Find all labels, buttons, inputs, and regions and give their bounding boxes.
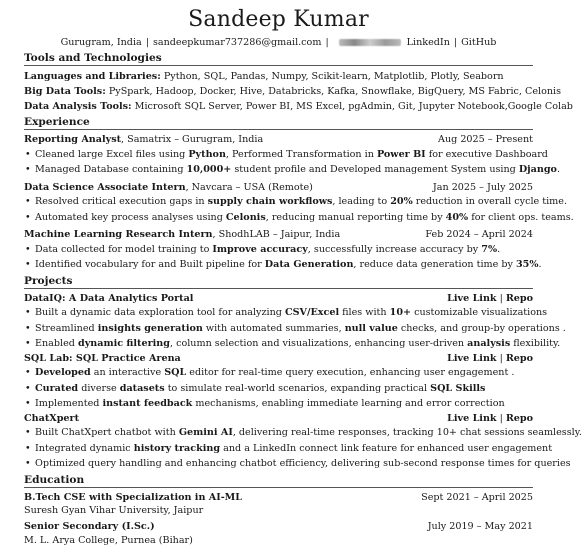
skills-section (24, 51, 573, 114)
bullet-text: Identified vocabulary for and Built pipeline for (35, 259, 265, 270)
project-header (24, 292, 533, 306)
bullet-list (24, 194, 574, 225)
highlight-text: 7% (481, 243, 498, 255)
bullet-list (24, 365, 533, 412)
bullet-text: editor for real-time query execution, enhancing user engagement . (186, 367, 515, 378)
linkedin-link[interactable]: LinkedIn (406, 37, 450, 48)
bullet-text: Automated key process analyses using (35, 211, 226, 223)
highlight-text: analysis (467, 338, 511, 349)
bullet-text: , Performed Transformation in (225, 148, 377, 160)
bullet-item (24, 456, 571, 472)
skill-line (24, 99, 573, 114)
bullet-text: , reducing manual reporting time by (265, 211, 446, 223)
bullet-text: an interactive (90, 367, 165, 378)
bullet-item (24, 425, 582, 441)
highlight-text: Gemini AI (178, 427, 233, 438)
separator: | (499, 292, 503, 304)
highlight-text: Data Generation (264, 259, 354, 270)
bullet-text: Built a dynamic data exploration tool for analyzing (35, 307, 285, 318)
live-link[interactable]: Live Link (447, 292, 497, 304)
education-header (24, 520, 533, 534)
job-role: Reporting Analyst (24, 134, 122, 145)
skill-line (24, 84, 562, 99)
job-date: Jan 2025 – July 2025 (432, 181, 533, 193)
education-header (24, 491, 533, 505)
highlight-text: insights generation (97, 322, 203, 334)
highlight-text: 10+ (389, 307, 412, 318)
bullet-item (24, 194, 567, 210)
bullet-text: Integrated dynamic (35, 442, 134, 454)
job-role: Data Science Associate Intern (24, 181, 186, 193)
bullet-text: files with (339, 307, 390, 318)
job-role: Machine Learning Research Intern (24, 229, 213, 240)
bullet-text: student profile and Developed management System using (231, 164, 519, 175)
school-name: M. L. Arya College, Purnea (Bihar) (24, 534, 193, 546)
github-link[interactable]: GitHub (461, 37, 497, 48)
highlight-text: 20% (390, 196, 413, 207)
bullet-text: diverse (78, 382, 120, 394)
school-name: Suresh Gyan Vihar University, Jaipur (24, 505, 204, 516)
highlight-text: SQL (164, 367, 187, 378)
live-link[interactable]: Live Link (447, 412, 497, 424)
skills-list (24, 69, 573, 114)
bullet-text: . (556, 164, 561, 175)
bullet-item (24, 147, 548, 163)
bullet-item (24, 381, 533, 397)
highlight-text: Python (188, 148, 226, 160)
job-header (24, 181, 533, 195)
project-header (24, 352, 533, 366)
bullet-list (24, 425, 582, 472)
highlight-text: CSV/Excel (284, 307, 340, 318)
highlight-text: null value (344, 322, 398, 334)
degree-name: B.Tech CSE with Specialization in AI-ML (24, 491, 243, 503)
bullet-item (24, 396, 533, 412)
separator: | (499, 352, 503, 364)
projects-list (24, 292, 582, 472)
bullet-text: Data collected for model training to (35, 243, 213, 255)
bullet-text: Built ChatXpert chatbot with (35, 427, 179, 438)
section-title: Education (24, 473, 533, 488)
bullet-text: and a LinkedIn connect link feature for enhanced user engagement (220, 442, 553, 454)
project-links (447, 352, 533, 366)
skill-value: PySpark, Hadoop, Docker, Hive, Databricks, Kafka, Snowflake, BigQuery, MS Fabric, Celonis (108, 86, 562, 97)
bullet-item (24, 242, 533, 258)
experience-list (24, 133, 574, 273)
highlight-text: SQL Skills (430, 382, 486, 394)
separator: | (499, 412, 503, 424)
job-date: Feb 2024 – April 2024 (425, 229, 533, 240)
job-title (24, 228, 340, 242)
bullet-text: , leading to (332, 196, 391, 207)
highlight-text: 10,000+ (186, 164, 232, 175)
highlight-text: dynamic filtering (77, 338, 170, 349)
bullet-item (24, 305, 548, 321)
bullet-text: , column selection and visualizations, enhancing user-driven (169, 338, 468, 349)
bullet-text: , delivering real-time responses, tracking 10+ chat sessions seamlessly. (232, 427, 582, 438)
bullet-text: checks, and group-by operations . (397, 322, 566, 334)
repo-link[interactable]: Repo (505, 412, 533, 424)
highlight-text: 35% (515, 259, 539, 270)
education-date: July 2019 – May 2021 (427, 521, 533, 532)
skill-line (24, 69, 533, 84)
live-link[interactable]: Live Link (447, 352, 497, 364)
job-org: , Samatrix – Gurugram, India (121, 134, 264, 145)
repo-link[interactable]: Repo (505, 292, 533, 304)
degree-name: Senior Secondary (I.Sc.) (24, 521, 155, 532)
bullet-item (24, 210, 574, 226)
separator: | (453, 37, 458, 48)
contact-line (24, 36, 533, 50)
skill-value: Python, SQL, Pandas, Numpy, Scikit-learn, Matplotlib, Plotly, Seaborn (163, 71, 504, 82)
bullet-text: , reduce data generation time by (353, 259, 516, 270)
bullet-text: Cleaned large Excel files using (35, 148, 189, 160)
highlight-text: 40% (445, 211, 469, 223)
project-name: DataIQ: A Data Analytics Portal (24, 292, 194, 304)
highlight-text: instant feedback (102, 398, 193, 409)
bullet-text: , successfully increase accuracy by (307, 243, 482, 255)
separator: | (145, 37, 149, 48)
bullet-text: for client ops. teams. (468, 211, 574, 223)
bullet-item (24, 321, 566, 337)
project-links (447, 412, 533, 426)
project-links (447, 292, 533, 306)
skill-label: Languages and Libraries: (24, 71, 161, 82)
project-name: ChatXpert (24, 412, 80, 424)
bullet-text: Resolved critical execution gaps in (35, 196, 208, 207)
bullet-item (24, 257, 542, 273)
bullet-list (24, 242, 542, 273)
highlight-text: Improve accuracy (212, 243, 308, 255)
candidate-name: Sandeep Kumar (188, 7, 369, 32)
job-title (24, 181, 313, 195)
highlight-text: Power BI (376, 148, 426, 160)
skill-label: Data Analysis Tools: (24, 101, 132, 112)
section-title: Experience (24, 115, 533, 130)
job-title (24, 133, 263, 147)
bullet-text: mechanisms, enabling immediate learning and error correction (192, 398, 505, 409)
bullet-item (24, 441, 553, 457)
skill-value: Microsoft SQL Server, Power BI, MS Excel, pgAdmin, Git, Jupyter Notebook,Google Colab (134, 101, 573, 112)
bullet-text: for executive Dashboard (425, 148, 548, 160)
highlight-text: Curated (35, 382, 79, 394)
job-org: , Navcara – USA (Remote) (185, 181, 313, 193)
experience-section (24, 115, 574, 273)
bullet-text: Managed Database containing (35, 164, 187, 175)
bullet-text: to simulate real-world scenarios, expanding practical (164, 382, 431, 394)
highlight-text: Celonis (225, 211, 266, 223)
highlight-text: history tracking (133, 442, 221, 454)
separator: | (325, 37, 329, 48)
bullet-item (24, 336, 561, 352)
bullet-text: with automated summaries, (202, 322, 345, 334)
highlight-text: Django (518, 164, 557, 175)
job-date: Aug 2025 – Present (438, 134, 533, 145)
bullet-text: Streamlined (35, 322, 98, 334)
repo-link[interactable]: Repo (505, 352, 533, 364)
bullet-text: . (497, 243, 501, 255)
job-header (24, 133, 533, 147)
highlight-text: supply chain workflows (207, 196, 333, 207)
bullet-list (24, 305, 566, 352)
email-link[interactable]: sandeepkumar737286@gmail.com (152, 37, 322, 48)
bullet-text: customizable visualizations (411, 307, 548, 318)
bullet-text: Enabled (35, 338, 78, 349)
education-list (24, 491, 533, 547)
highlight-text: Developed (35, 367, 91, 378)
bullet-text: . (538, 259, 542, 270)
section-title: Projects (24, 274, 533, 289)
bullet-text: flexibility. (510, 338, 561, 349)
bullet-text: Implemented (35, 398, 103, 409)
bullet-list (24, 147, 561, 178)
education-section (24, 473, 533, 547)
job-org: , ShodhLAB – Jaipur, India (212, 229, 341, 240)
redacted-phone (339, 39, 401, 46)
bullet-text: Optimized query handling and enhancing chatbot efficiency, delivering sub-second response times for queries (35, 458, 571, 469)
skill-label: Big Data Tools: (24, 86, 106, 97)
bullet-text: reduction in overall cycle time. (412, 196, 567, 207)
project-header (24, 412, 533, 426)
bullet-item (24, 162, 561, 178)
bullet-item (24, 365, 533, 381)
job-header (24, 228, 533, 242)
highlight-text: datasets (119, 382, 165, 394)
section-title: Tools and Technologies (24, 51, 533, 66)
location-text: Gurugram, India (60, 37, 142, 48)
projects-section (24, 274, 582, 472)
education-date: Sept 2021 – April 2025 (421, 491, 533, 503)
project-name: SQL Lab: SQL Practice Arena (24, 352, 181, 364)
